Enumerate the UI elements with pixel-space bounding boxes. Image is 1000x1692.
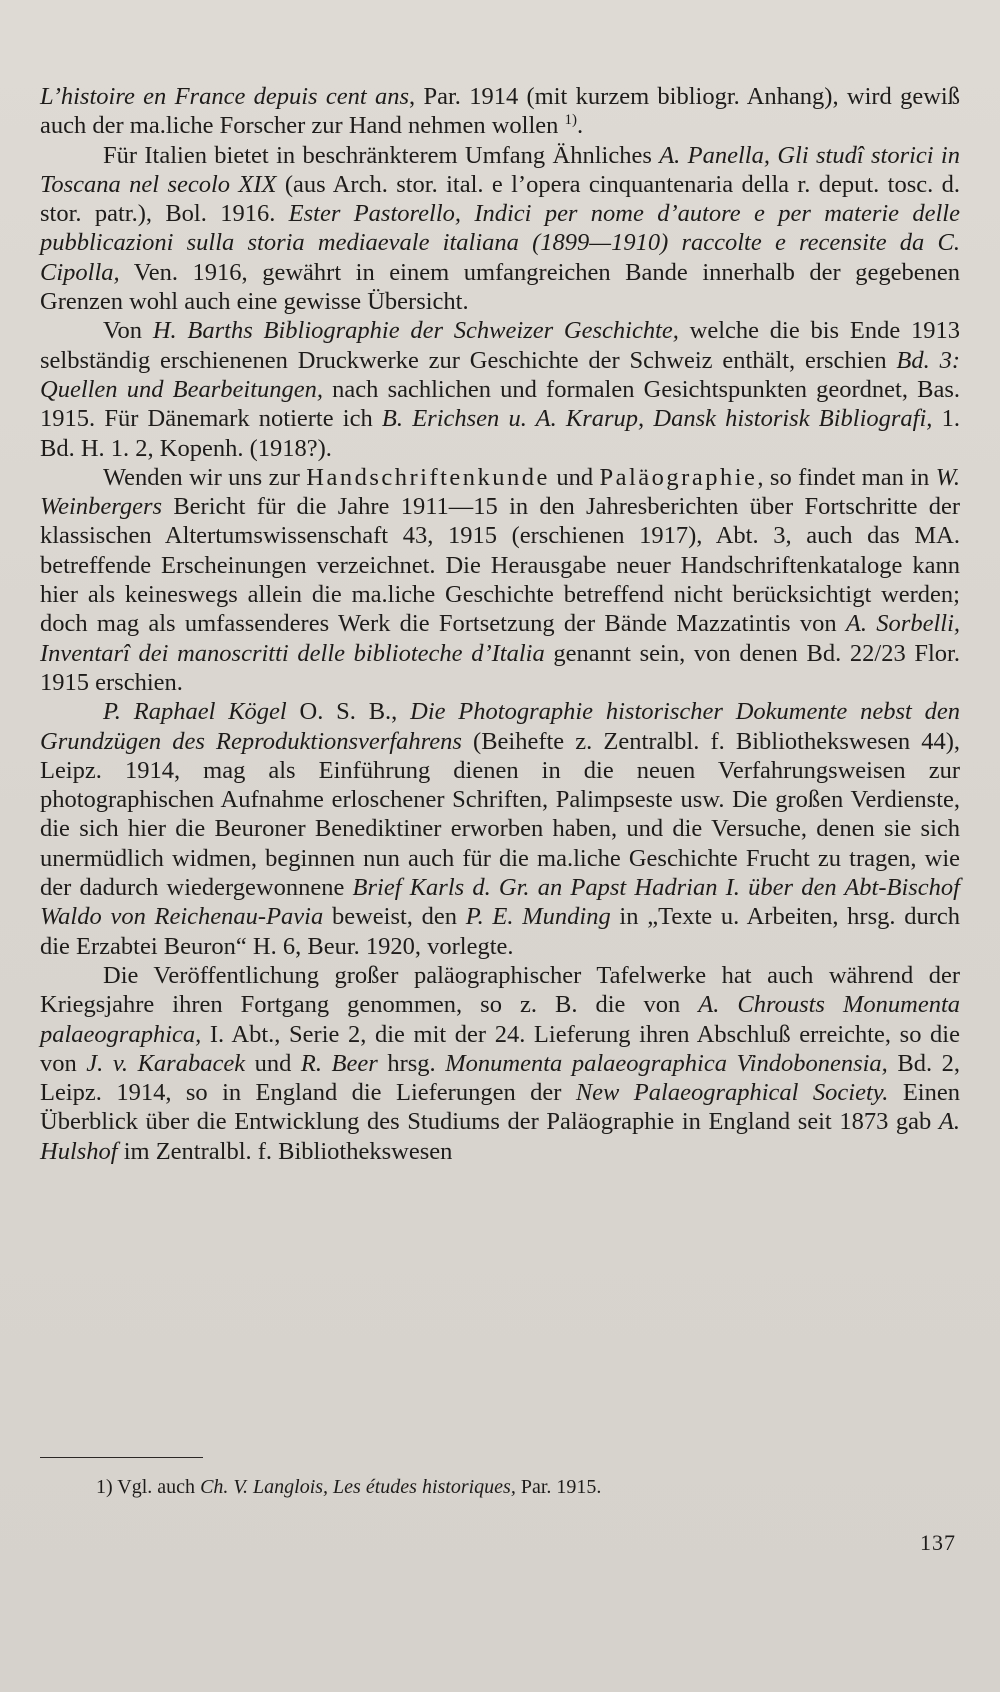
text-run: Die Veröffentlichung großer paläographischer Tafelwerke hat auch während der Kriegsjahre ihren Fortgang genommen, so z. B. die von	[40, 961, 960, 1019]
italic-citation: P. E. Munding	[465, 903, 611, 931]
italic-citation: Brief Karls d. Gr. an Papst Hadrian I. über den Abt-Bischof Waldo von Reichenau-Pavia	[40, 874, 960, 931]
body-text	[40, 82, 960, 1166]
text-run: Wenden wir uns zur	[103, 463, 307, 491]
italic-citation: Ester Pastorello, Indici per nome d’autore e per materie delle pubblicazioni sulla storia mediaevale italiana (1899—1910) raccolte e recensite da C. Cipolla,	[40, 200, 960, 286]
footnote-marker: 1)	[564, 112, 578, 129]
italic-citation: H. Barths Bibliographie der Schweizer Geschichte,	[152, 317, 679, 345]
italic-citation: B. Erichsen u. A. Krarup, Dansk historisk Bibliografi,	[381, 405, 933, 433]
paragraph-palaeographic-plates	[40, 961, 960, 1166]
italic-citation: A. Hulshof	[40, 1108, 960, 1165]
text-run: genannt sein, von denen Bd. 22/23 Flor. 1915 erschien.	[40, 639, 960, 696]
text-run: Von	[103, 317, 153, 345]
italic-citation: Bd. 3: Quellen und Bearbeitungen,	[40, 346, 960, 403]
text-run: Bd. 2, Leipz. 1914, so in England die Lieferungen der	[40, 1049, 960, 1107]
spaced-emphasis: Handschriftenkunde	[306, 463, 550, 491]
text-run: (aus Arch. stor. ital. e l’opera cinquantenaria della r. deput. tosc. d. stor. patr.), Bol. 1916.	[40, 170, 960, 228]
italic-citation: A. Chrousts Monumenta palaeographica,	[40, 991, 960, 1048]
italic-citation: New Palaeographical Society.	[575, 1079, 889, 1107]
paragraph-manuscript-studies	[40, 463, 960, 697]
text-run: Für Italien bietet in beschränkterem Umfang Ähnliches	[103, 141, 660, 169]
text-run: und	[549, 463, 600, 491]
italic-citation: P. Raphael Kögel	[103, 698, 287, 726]
text-run: und	[245, 1049, 301, 1077]
text-run: 1. Bd. H. 1. 2, Kopenh. (1918?).	[40, 405, 961, 462]
text-run: .	[577, 112, 584, 140]
italic-citation: R. Beer	[300, 1049, 378, 1077]
text-run: Par. 1915.	[515, 1476, 602, 1498]
text-run: in „Texte u. Arbeiten, hrsg. durch die Erzabtei Beuron“ H. 6, Beur. 1920, vorlegte.	[40, 903, 960, 960]
italic-citation: Ch. V. Langlois, Les études historiques,	[200, 1476, 516, 1498]
italic-citation: L’histoire en France depuis cent ans	[40, 83, 410, 110]
italic-citation: Monumenta palaeographica Vindobonensia,	[445, 1049, 888, 1077]
text-run: beweist, den	[323, 903, 466, 931]
italic-citation: W. Weinbergers	[40, 463, 961, 521]
text-run: nach sachlichen und formalen Gesichtspunkten geordnet, Bas. 1915. Für Dänemark notierte ich	[40, 375, 960, 433]
paragraph-photography	[40, 697, 960, 961]
text-run: (Beihefte z. Zentralbl. f. Bibliothekswesen 44), Leipz. 1914, mag als Einführung dienen in die neuen Verfahrungsweisen zur photographischen Aufnahme erloschener Schriften, Palimpseste usw. Die großen Verdienste, die sich hier die Beuroner Benediktiner erworben haben, und die Versuche, denen sie sich unermüdlich widmen, beginnen nun auch für die ma.liche Geschichte Frucht zu tragen, wie der dadurch wiedergewonnene	[40, 727, 960, 902]
text-run: hrsg.	[377, 1049, 446, 1077]
footnote-divider	[40, 1457, 203, 1458]
text-run: , so findet man in	[757, 463, 936, 491]
text-run: Ven. 1916, gewährt in einem umfangreichen Bande innerhalb der gegebenen Grenzen wohl auch eine gewisse Übersicht.	[40, 258, 960, 316]
text-run: im Zentralbl. f. Bibliothekswesen	[117, 1137, 453, 1165]
text-run: Bericht für die Jahre 1911—15 in den Jahresberichten über Fortschritte der klassischen Altertumswissenschaft 43, 1915 (erschienen 1917), Abt. 3, auch das MA. betreffende Erscheinungen verzeichnet. Die Herausgabe neuer Handschriftenkataloge kann hier als keineswegs allein die ma.liche Geschichte betreffend nicht berücksichtigt werden; doch mag als umfassenderes Werk die Fortsetzung der Bände Mazzatintis von	[40, 493, 960, 638]
text-run: Einen Überblick über die Entwicklung des Studiums der Paläographie in England seit 1873 gab	[40, 1079, 960, 1136]
italic-citation: A. Panella, Gli studî storici in Toscana nel secolo XIX	[40, 141, 960, 198]
paragraph-switzerland-denmark	[40, 316, 960, 462]
italic-citation: J. v. Karabacek	[86, 1049, 246, 1077]
text-run: O. S. B.,	[286, 698, 411, 726]
text-run: 1) Vgl. auch	[96, 1476, 201, 1498]
text-run: welche die bis Ende 1913 selbständig erschienenen Druckwerke zur Geschichte der Schweiz enthält, erschien	[40, 317, 960, 374]
spaced-emphasis: Paläographie	[599, 463, 758, 491]
paragraph-historiography-france	[40, 82, 960, 141]
italic-citation: Die Photographie historischer Dokumente nebst den Grundzügen des Reproduktionsverfahrens	[40, 698, 960, 755]
page-number: 137	[920, 1530, 956, 1555]
text-run: I. Abt., Serie 2, die mit der 24. Lieferung ihren Abschluß erreichte, so die von	[40, 1020, 960, 1077]
text-run: , Par. 1914 (mit kurzem bibliogr. Anhang), wird gewiß auch der ma.liche Forscher zur Hand nehmen wollen	[40, 83, 960, 140]
italic-citation: A. Sorbelli, Inventarî dei manoscritti delle biblioteche d’Italia	[40, 610, 961, 667]
footnote	[96, 1474, 956, 1500]
paragraph-italy	[40, 141, 960, 317]
